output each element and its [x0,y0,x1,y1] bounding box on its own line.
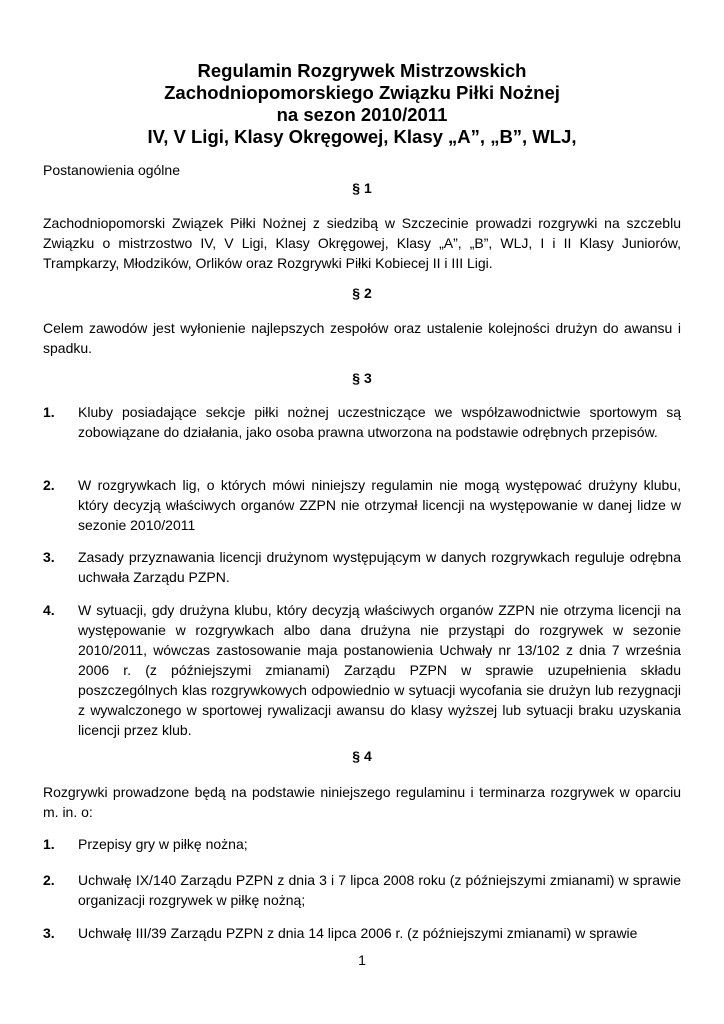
list-text: Kluby posiadające sekcje piłki nożnej uczestniczące we współzawodnictwie sportowym są zobowiązane do działania, jako osoba prawna utworzona na podstawie odrębnych przepisów. [78,404,681,440]
list-number: 3. [43,925,55,941]
list-number: 1. [43,836,55,852]
list-number: 3. [43,549,55,565]
title-line-3: na sezon 2010/2011 [276,104,448,125]
list-text: W rozgrywkach lig, o których mówi niniejszy regulamin nie mogą występować drużyny klubu, który decyzją właściwych organów ZZPN nie otrzymał licencji na występowanie w danej lidze w sezonie 2010/2011 [78,477,681,533]
list-text: Uchwałę IX/140 Zarządu PZPN z dnia 3 i 7 lipca 2008 roku (z późniejszymi zmianami) w sprawie organizacji rozgrywek w piłkę nożną; [78,872,681,908]
section-mark-3: § 3 [352,370,372,386]
title-line-2: Zachodniopomorskiego Związku Piłki Nożnej [164,82,560,103]
intro-heading: Postanowienia ogólne [43,162,180,178]
document-title [60,60,664,148]
list-number: 1. [43,404,55,420]
page-number: 1 [358,952,366,968]
section-mark-2: § 2 [352,285,372,301]
list-number: 2. [43,872,55,888]
list-text: Zasady przyznawania licencji drużynom występującym w danych rozgrywkach reguluje odrębna uchwała Zarządu PZPN. [78,549,681,585]
list-number: 4. [43,602,55,618]
list-text: W sytuacji, gdy drużyna klubu, który decyzją właściwych organów ZZPN nie otrzyma licencji na występowanie w rozgrywkach albo dana drużyna nie przystąpi do rozgrywek w sezonie 2010/2011, wówczas zastosowanie maja postanowienia Uchwały nr 13/102 z dnia 7 września 2006 r. (z późniejszymi zmianami) Zarządu PZPN w sprawie uzupełnienia składu poszczególnych klas rozgrywkowych odpowiednio w sytuacji wycofania sie drużyn lub rezygnacji z wywalczonego w sportowej rywalizacji awansu do klasy wyższej lub sytuacji braku uzyskania licencji przez klub. [78,602,681,738]
section-mark-1: § 1 [352,180,372,196]
title-line-1: Regulamin Rozgrywek Mistrzowskich [197,60,527,81]
section-1-text: Zachodniopomorski Związek Piłki Nożnej z siedzibą w Szczecinie prowadzi rozgrywki na szczeblu Związku o mistrzostwo IV, V Ligi, Klasy Okręgowej, Klasy „A”, „B”, WLJ, I i II Klasy Juniorów, Trampkarzy, Młodzików, Orlików oraz Rozgrywki Piłki Kobiecej II i III Ligi. [43,215,681,271]
section-4-text: Rozgrywki prowadzone będą na podstawie niniejszego regulaminu i terminarza rozgrywek w oparciu m. in. o: [43,784,681,820]
section-2-text: Celem zawodów jest wyłonienie najlepszych zespołów oraz ustalenie kolejności drużyn do awansu i spadku. [43,320,681,356]
list-number: 2. [43,477,55,493]
list-text: Przepisy gry w piłkę nożna; [78,836,248,852]
section-mark-4: § 4 [352,748,372,764]
title-line-4: IV, V Ligi, Klasy Okręgowej, Klasy „A”, „B”, WLJ, [147,126,577,147]
list-text: Uchwałę III/39 Zarządu PZPN z dnia 14 lipca 2006 r. (z późniejszymi zmianami) w sprawie [78,925,638,941]
